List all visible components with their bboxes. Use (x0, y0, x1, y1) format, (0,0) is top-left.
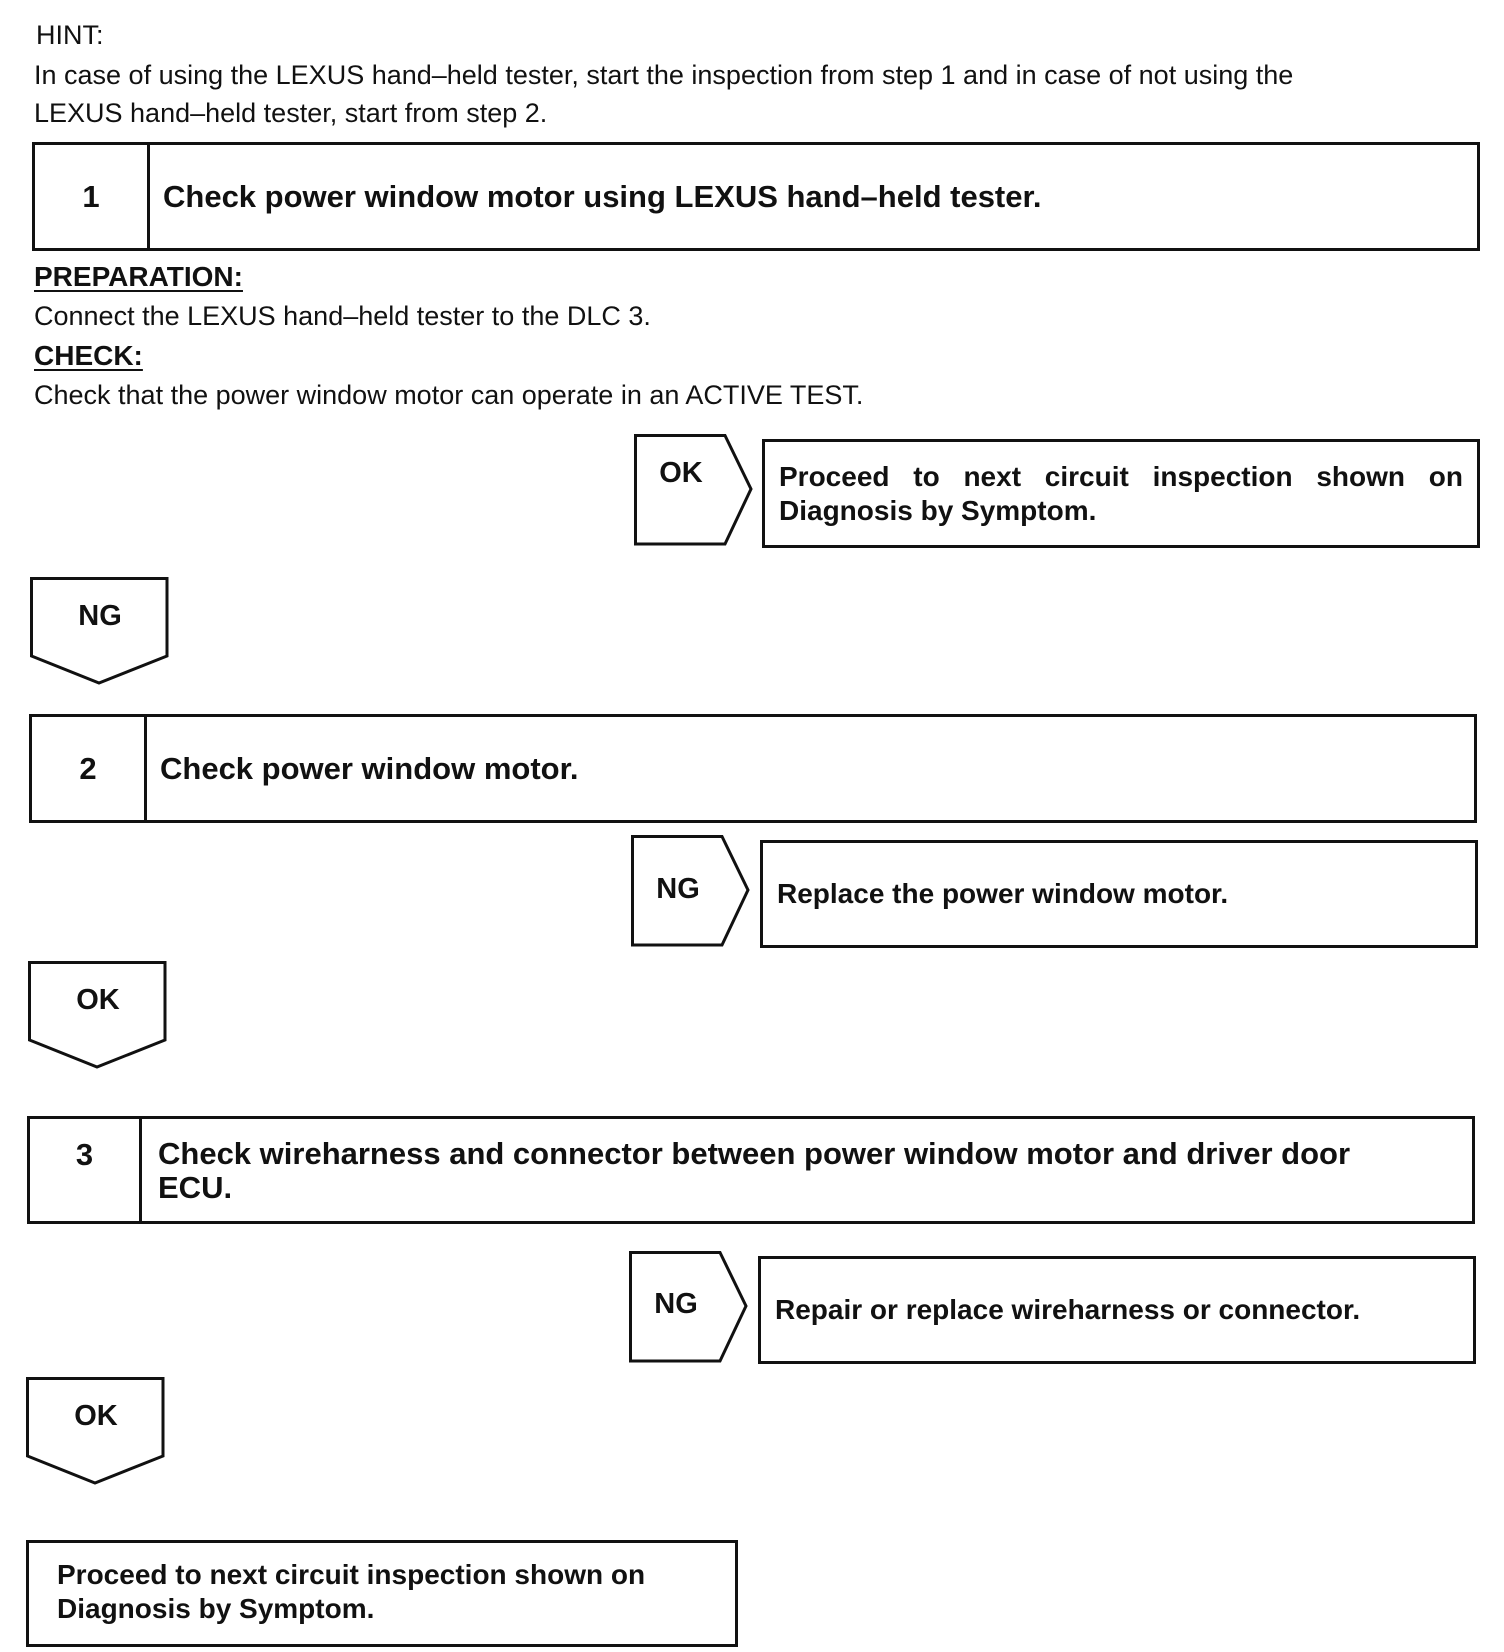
step-1-ok-result-line-1: Proceed to next circuit inspection shown on (779, 461, 1463, 492)
step-2-ng-label: NG (656, 873, 700, 905)
step-3-ng-result-text: Repair or replace wireharness or connector. (775, 1294, 1361, 1325)
hint-text-line-2: LEXUS hand–held tester, start from step 2. (34, 98, 548, 128)
step-1-ok-result-box (762, 439, 1480, 548)
step-3-title (158, 1137, 1458, 1205)
final-result-line-1: Proceed to next circuit inspection shown on (57, 1559, 646, 1590)
step-2-ok-label: OK (76, 984, 120, 1016)
check-heading: CHECK: (34, 340, 143, 371)
hint-text-line-1: In case of using the LEXUS hand–held tester, start the inspection from step 1 and in case of not using the (34, 60, 1294, 90)
step-2-ng-result-box (760, 840, 1478, 948)
preparation-text: Connect the LEXUS hand–held tester to the DLC 3. (34, 301, 651, 331)
step-3-box (27, 1116, 1475, 1224)
hint-label: HINT: (36, 20, 104, 50)
step-3-ng-label: NG (654, 1288, 698, 1320)
step-1-title: Check power window motor using LEXUS hand–held tester. (163, 178, 1042, 214)
step-1-ng-label: NG (78, 600, 122, 632)
step-3-number: 3 (30, 1119, 142, 1221)
step-1-ok-label: OK (659, 457, 703, 489)
step-3-ng-result-box (758, 1256, 1476, 1364)
final-result-box (26, 1540, 738, 1647)
check-text: Check that the power window motor can operate in an ACTIVE TEST. (34, 380, 864, 410)
step-3-title-line-2: ECU. (158, 1170, 233, 1205)
step-2-box (29, 714, 1477, 823)
step-1-ok-result-line-2: Diagnosis by Symptom. (779, 495, 1097, 526)
preparation-heading: PREPARATION: (34, 261, 243, 292)
step-3-ok-label: OK (74, 1400, 118, 1432)
step-2-ng-result-text: Replace the power window motor. (777, 878, 1229, 909)
step-1-box (32, 142, 1480, 251)
final-result-line-2: Diagnosis by Symptom. (57, 1593, 375, 1624)
step-2-number: 2 (32, 717, 147, 820)
step-3-title-line-1: Check wireharness and connector between power window motor and driver door (158, 1136, 1351, 1171)
step-1-number: 1 (35, 145, 150, 248)
step-2-title: Check power window motor. (160, 750, 579, 786)
step-1-ok-arrow-icon (634, 434, 754, 546)
